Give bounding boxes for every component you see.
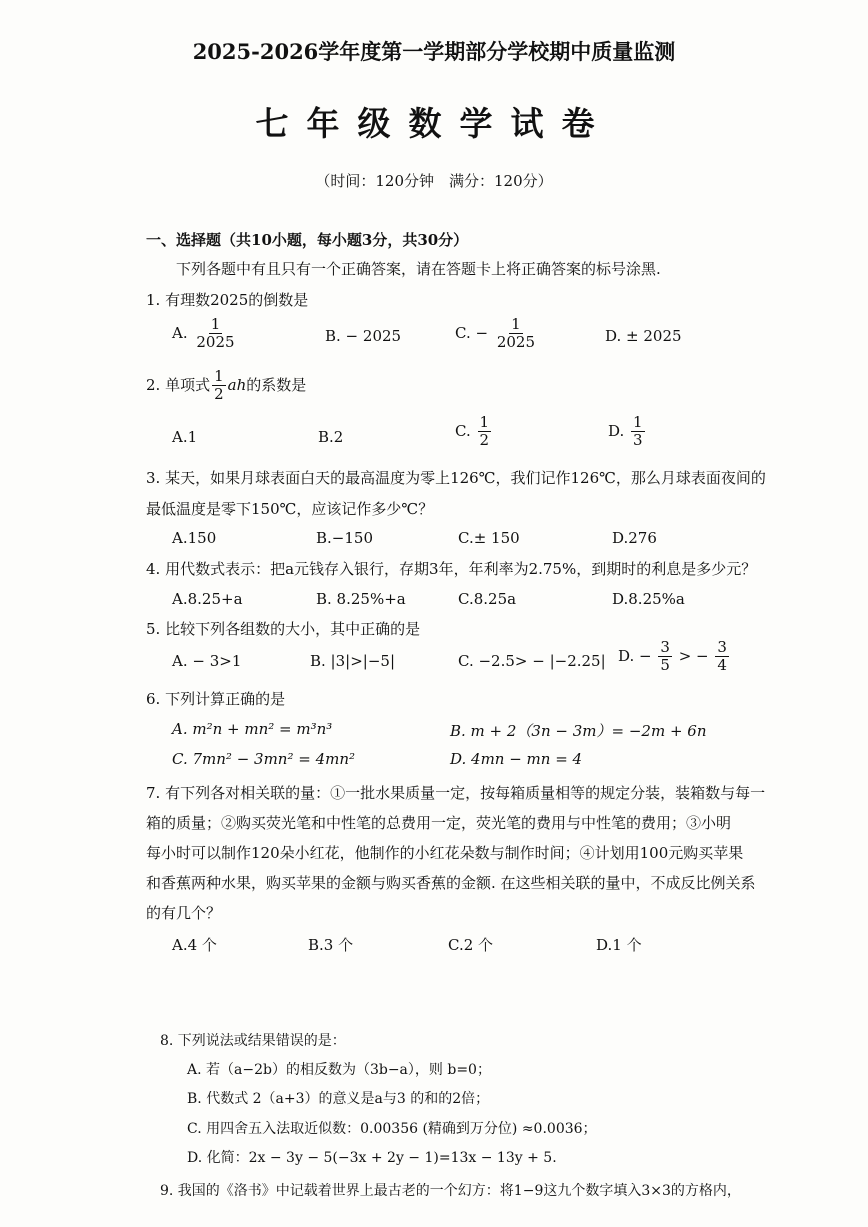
- question-8-stem: 8. 下列说法或结果错误的是：: [160, 1033, 346, 1049]
- question-8-option-d: D. 化简：2x − 3y − 5(−3x + 2y − 1)=13x − 13y + 5.: [187, 1150, 557, 1166]
- question-7-line-2: 箱的质量；②购买荧光笔和中性笔的总费用一定，荧光笔的费用与中性笔的费用；③小明: [146, 814, 732, 832]
- question-6-option-a: A. m²n + mn² = m³n³: [172, 720, 333, 738]
- question-5-option-b: B. |3|>|−5|: [310, 652, 395, 670]
- question-9-stem: 9. 我国的《洛书》中记载着世界上最古老的一个幻方：将1−9这九个数字填入3×3的方格内，: [160, 1183, 741, 1199]
- section-heading: 一、选择题（共10小题，每小题3分，共30分）: [146, 231, 469, 249]
- question-1-option-a: A. $\frac{1}{2025}$: [172, 315, 235, 352]
- question-2-option-c: C. $\frac{1}{2}$: [455, 413, 490, 450]
- question-4-option-a: A.8.25+a: [172, 590, 243, 608]
- question-7-option-a: A.4 个: [172, 936, 217, 954]
- question-1-stem: 1. 有理数2025的倒数是: [146, 291, 309, 309]
- question-2-option-d: D. $\frac{1}{3}$: [608, 413, 643, 450]
- question-3-line-1: 3. 某天，如果月球表面白天的最高温度为零上126℃，我们记作126℃，那么月球表面夜间的: [146, 469, 766, 487]
- question-4-option-d: D.8.25%a: [612, 590, 685, 608]
- question-5-option-d: D. − $\frac{3}{5}$ > − $\frac{3}{4}$: [618, 638, 727, 675]
- question-6-option-d: D. 4mn − mn = 4: [450, 750, 583, 768]
- question-7-option-c: C.2 个: [448, 936, 494, 954]
- paper-title: 七年级数学试卷: [255, 104, 613, 143]
- exam-info: （时间：120分钟 满分：120分）: [315, 172, 553, 190]
- question-3-option-d: D.276: [612, 529, 657, 547]
- question-7-option-d: D.1 个: [596, 936, 642, 954]
- question-3-option-a: A.150: [172, 529, 217, 547]
- question-7-line-4: 和香蕉两种水果，购买苹果的金额与购买香蕉的金额. 在这些相关联的量中，不成反比例关系: [146, 874, 756, 892]
- question-5-option-a: A. − 3>1: [172, 652, 242, 670]
- question-2-option-b: B.2: [318, 428, 344, 446]
- question-2-stem: 2. 单项式 $\frac{1}{2}$ ah的系数是: [146, 367, 307, 404]
- question-7-line-3: 每小时可以制作120朵小红花，他制作的小红花朵数与制作时间；④计划用100元购买苹果: [146, 844, 744, 862]
- question-6-option-b: B. m + 2（3n − 3m）= −2m + 6n: [450, 722, 707, 740]
- question-7-line-5: 的有几个？: [146, 904, 222, 922]
- question-4-option-c: C.8.25a: [458, 590, 517, 608]
- question-4-option-b: B. 8.25%+a: [316, 590, 406, 608]
- section-instruction: 下列各题中有且只有一个正确答案，请在答题卡上将正确答案的标号涂黑.: [176, 260, 661, 278]
- question-5-option-c: C. −2.5> − |−2.25|: [458, 652, 606, 670]
- question-3-option-b: B.−150: [316, 529, 373, 547]
- question-6-option-c: C. 7mn² − 3mn² = 4mn²: [172, 750, 356, 768]
- question-3-option-c: C.± 150: [458, 529, 520, 547]
- question-1-option-c: C. − $\frac{1}{2025}$: [455, 315, 536, 352]
- exam-title: 2025-2026学年度第一学期部分学校期中质量监测: [192, 39, 676, 64]
- question-6-stem: 6. 下列计算正确的是: [146, 690, 286, 708]
- question-7-line-1: 7. 有下列各对相关联的量：①一批水果质量一定，按每箱质量相等的规定分装，装箱数与每一: [146, 784, 766, 802]
- question-2-option-a: A.1: [172, 428, 198, 446]
- question-1-option-b: B. − 2025: [325, 327, 402, 345]
- question-8-option-c: C. 用四舍五入法取近似数：0.00356 (精确到万分位) ≈0.0036；: [187, 1121, 597, 1137]
- question-7-option-b: B.3 个: [308, 936, 354, 954]
- question-8-option-b: B. 代数式 2（a+3）的意义是a与3 的和的2倍；: [187, 1091, 490, 1107]
- question-1-option-d: D. ± 2025: [605, 327, 682, 345]
- question-8-option-a: A. 若（a−2b）的相反数为（3b−a），则 b=0；: [187, 1062, 491, 1078]
- question-3-line-2: 最低温度是零下150℃，应该记作多少℃？: [146, 500, 434, 518]
- question-5-stem: 5. 比较下列各组数的大小，其中正确的是: [146, 620, 421, 638]
- question-4-stem: 4. 用代数式表示：把a元钱存入银行，存期3年，年利率为2.75%，到期时的利息是多少元？: [146, 560, 757, 578]
